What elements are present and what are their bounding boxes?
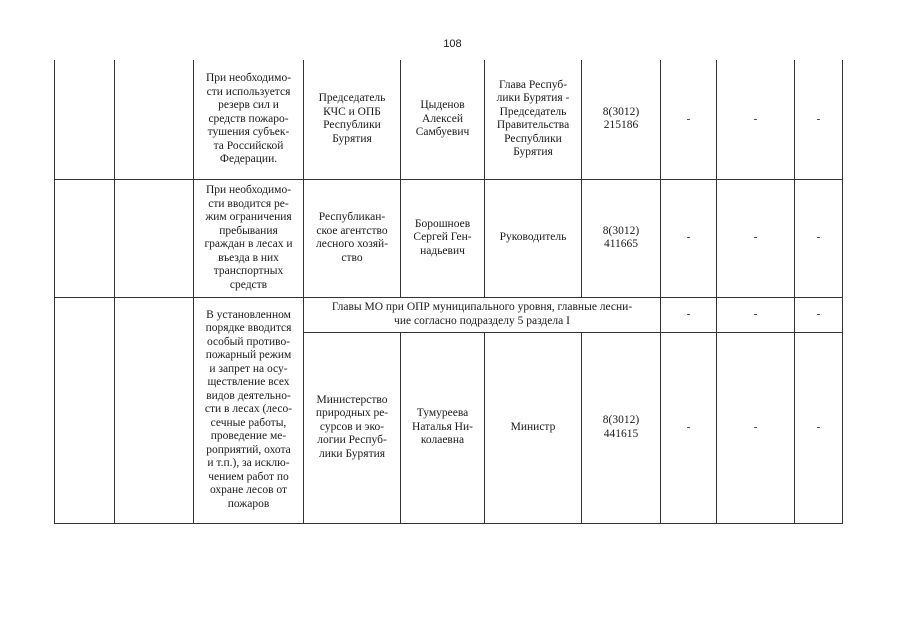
dash-cell: - — [661, 179, 717, 297]
dash-cell: - — [717, 179, 795, 297]
organization-cell: Председатель КЧС и ОПБ Республики Бурятия — [304, 60, 401, 179]
table-row — [55, 297, 843, 332]
position-cell: Руководитель — [485, 179, 582, 297]
page-number: 108 — [443, 38, 462, 50]
merged-responsible-cell: Главы МО при ОПР муниципального уровня, главные лесни- чие согласно подразделу 5 раздела I — [304, 297, 661, 332]
phone-cell: 8(3012) 441615 — [582, 332, 661, 523]
empty-cell — [115, 60, 194, 179]
action-cell: При необходимо- сти вводится ре- жим ограничения пребывания граждан в лесах и въезда в них транспортных средств — [194, 179, 304, 297]
action-cell: В установленном порядке вводится особый противо- пожарный режим и запрет на осу- ществление всех видов деятельно- сти в лесах (лесо- сечные работы, проведение ме- роприятий, охота и т.п.), за исклю- чением работ по охране лесов от пожаров — [194, 297, 304, 523]
position-cell: Глава Респуб- лики Бурятия - Председатель Правительства Республики Бурятия — [485, 60, 582, 179]
dash-cell: - — [795, 297, 843, 332]
table-row — [55, 60, 843, 179]
organization-cell: Министерство природных ре- сурсов и эко- логии Респуб- лики Бурятия — [304, 332, 401, 523]
empty-cell — [55, 179, 115, 297]
person-cell: Борошноев Сергей Ген- надьевич — [401, 179, 485, 297]
person-cell: Тумуреева Наталья Ни- колаевна — [401, 332, 485, 523]
position-cell: Министр — [485, 332, 582, 523]
empty-cell — [115, 297, 194, 523]
empty-cell — [55, 60, 115, 179]
organization-cell: Республикан- ское агентство лесного хозяй- ство — [304, 179, 401, 297]
dash-cell: - — [717, 60, 795, 179]
dash-cell: - — [661, 297, 717, 332]
phone-cell: 8(3012) 411665 — [582, 179, 661, 297]
dash-cell: - — [661, 332, 717, 523]
dash-cell: - — [717, 332, 795, 523]
empty-cell — [55, 297, 115, 523]
table-row — [55, 179, 843, 297]
action-cell: При необходимо- сти используется резерв сил и средств пожаро- тушения субъек- та Российской Федерации. — [194, 60, 304, 179]
dash-cell: - — [717, 297, 795, 332]
dash-cell: - — [661, 60, 717, 179]
dash-cell: - — [795, 179, 843, 297]
response-table — [54, 60, 843, 524]
dash-cell: - — [795, 332, 843, 523]
person-cell: Цыденов Алексей Самбуевич — [401, 60, 485, 179]
empty-cell — [115, 179, 194, 297]
phone-cell: 8(3012) 215186 — [582, 60, 661, 179]
dash-cell: - — [795, 60, 843, 179]
